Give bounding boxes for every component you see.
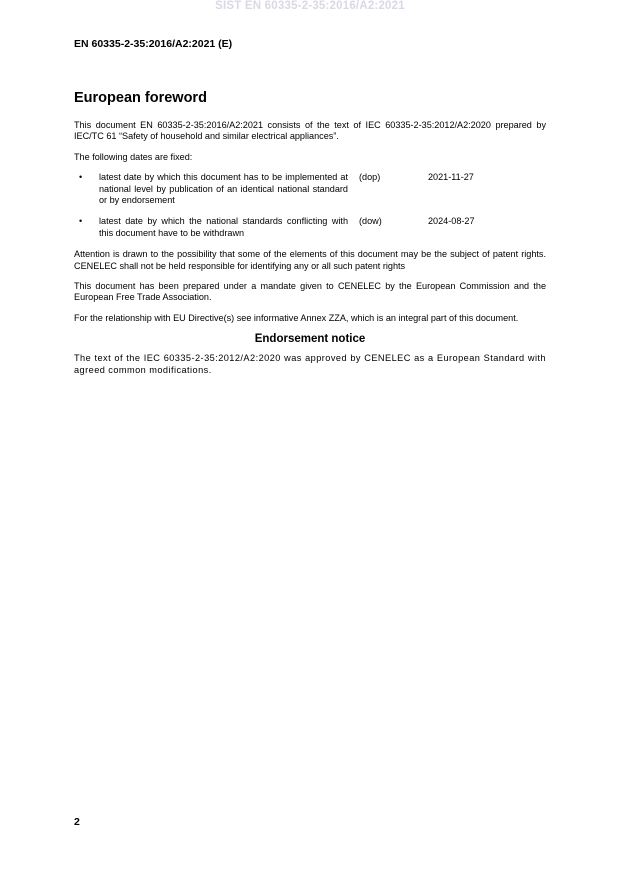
bullet-icon: • <box>79 172 83 183</box>
endorsement-title: Endorsement notice <box>254 333 366 346</box>
dates-list <box>74 172 546 239</box>
document-id-header: EN 60335-2-35:2016/A2:2021 (E) <box>74 38 233 50</box>
date-item-dop <box>74 172 546 206</box>
patent-notice: Attention is drawn to the possibility that some of the elements of this document may be the subject of patent rights. CENELEC shall not be held responsible for identifying any or all such patent rights <box>74 249 546 271</box>
directive-paragraph: For the relationship with EU Directive(s) see informative Annex ZZA, which is an integral part of this document. <box>74 312 519 323</box>
mandate-paragraph: This document has been prepared under a mandate given to CENELEC by the European Commission and the European Free Trade Association. <box>74 281 546 303</box>
dates-intro: The following dates are fixed: <box>74 151 193 162</box>
date-value: 2024-08-27 <box>428 216 475 227</box>
date-abbreviation: (dop) <box>359 172 381 183</box>
date-item-dow <box>74 216 546 239</box>
date-value: 2021-11-27 <box>428 172 474 183</box>
watermark: SIST EN 60335-2-35:2016/A2:2021 <box>215 0 405 12</box>
endorsement-text: The text of the IEC 60335-2-35:2012/A2:2020 was approved by CENELEC as a European Standard with agreed common modifications. <box>74 353 546 376</box>
foreword-intro: This document EN 60335-2-35:2016/A2:2021 consists of the text of IEC 60335-2-35:2012/A2:2020 prepared by IEC/TC 61 “Safety of household and similar electrical appliances”. <box>74 120 546 142</box>
foreword-title: European foreword <box>74 90 207 106</box>
date-description: latest date by which this document has to be implemented at national level by publication of an identical national standard or by endorsement <box>99 172 348 206</box>
bullet-icon: • <box>79 216 83 227</box>
date-description: latest date by which the national standards conflicting with this document have to be withdrawn <box>99 216 348 238</box>
page-content <box>74 90 546 385</box>
date-abbreviation: (dow) <box>359 216 382 227</box>
page-number: 2 <box>74 816 80 828</box>
